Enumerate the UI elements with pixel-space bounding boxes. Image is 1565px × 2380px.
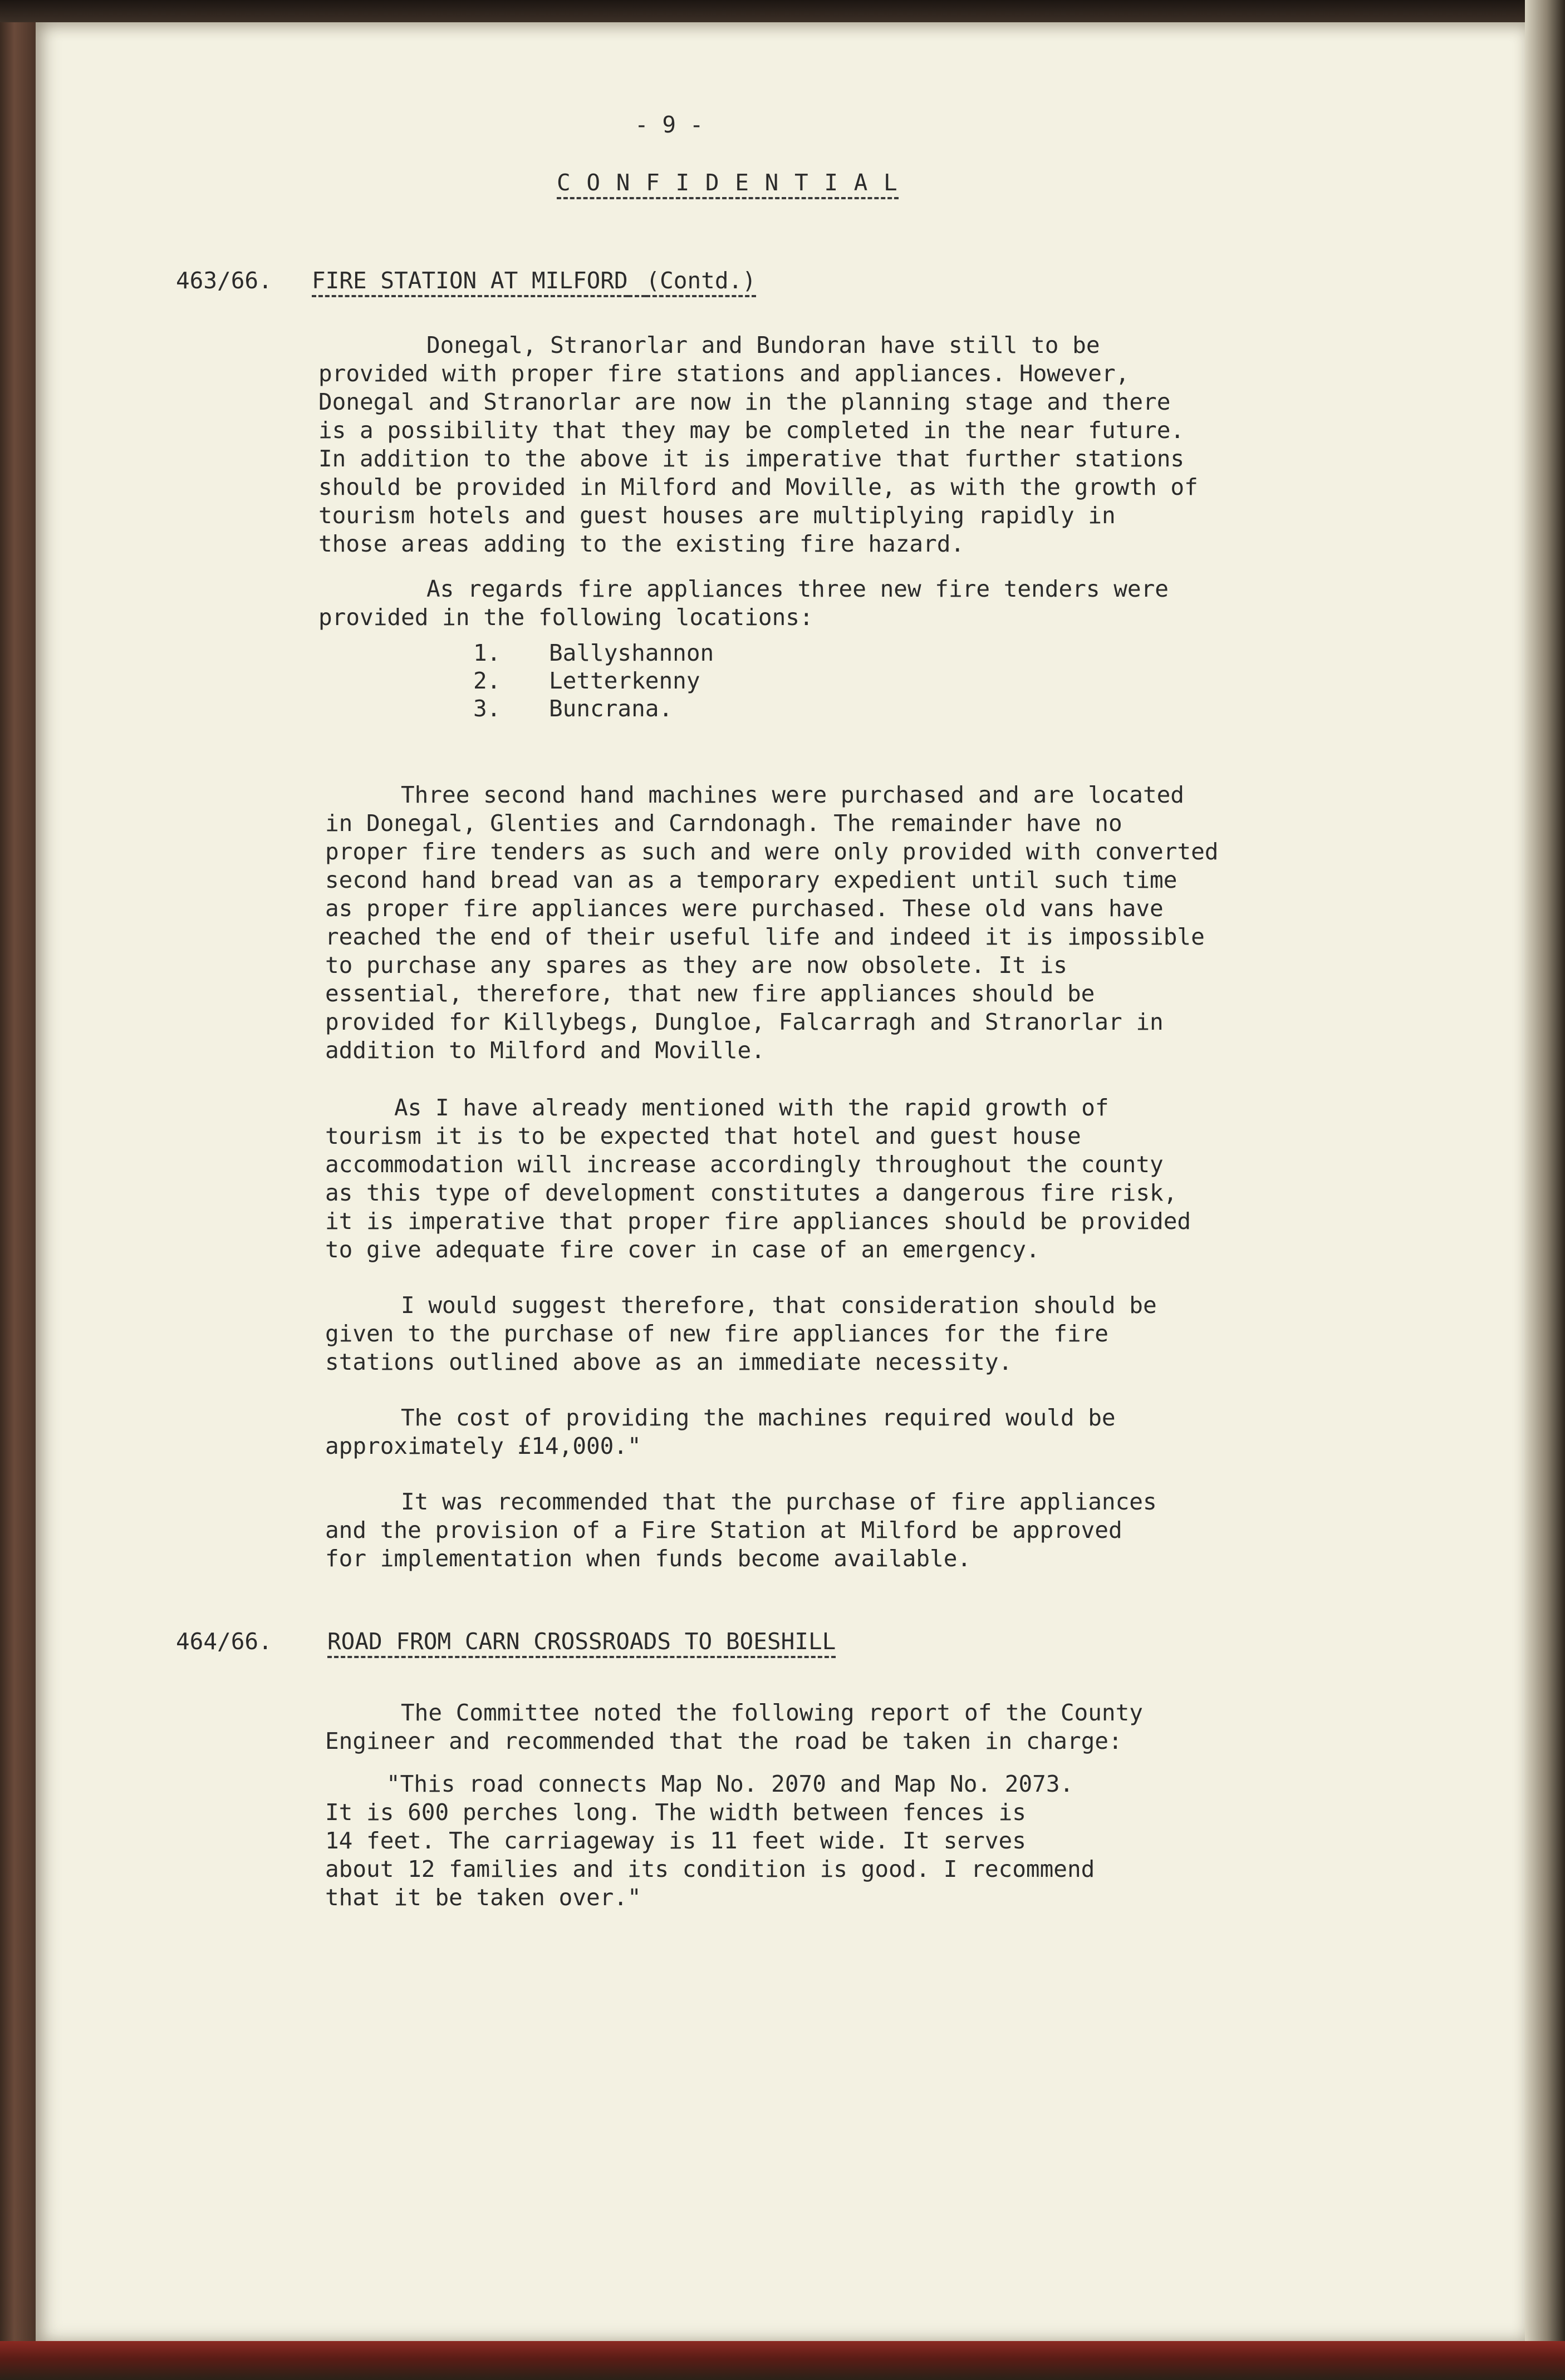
text-line: provided for Killybegs, Dungloe, Falcarragh and Stranorlar in xyxy=(325,1009,1164,1035)
text-line: Donegal and Stranorlar are now in the planning stage and there xyxy=(318,389,1171,415)
section-title-road: ROAD FROM CARN CROSSROADS TO BOESHILL xyxy=(327,1628,836,1658)
text-line: is a possibility that they may be completed in the near future. xyxy=(318,417,1185,444)
text-line: provided with proper fire stations and appliances. However, xyxy=(318,360,1130,387)
list-item: 1. Ballyshannon xyxy=(473,640,714,666)
text-line: Donegal, Stranorlar and Bundoran have still to be xyxy=(426,332,1100,358)
text-line: The Committee noted the following report of the County xyxy=(401,1699,1143,1726)
paragraph-cost xyxy=(325,1404,1116,1461)
text-line: It was recommended that the purchase of fire appliances xyxy=(401,1488,1157,1515)
text-line: proper fire tenders as such and were only provided with converted xyxy=(325,838,1219,865)
text-line: tourism it is to be expected that hotel and guest house xyxy=(325,1123,1081,1149)
confidential-heading: C O N F I D E N T I A L xyxy=(557,169,899,199)
paragraph-fire-appliances xyxy=(318,575,1169,632)
document-page xyxy=(36,22,1525,2341)
page-right-edge xyxy=(1525,0,1565,2380)
text-line: Three second hand machines were purchased and are located xyxy=(401,781,1184,808)
text-line: reached the end of their useful life and indeed it is impossible xyxy=(325,923,1205,950)
page-bottom-edge xyxy=(0,2341,1565,2380)
text-line: to purchase any spares as they are now obsolete. It is xyxy=(325,952,1067,978)
text-line: as proper fire appliances were purchased. These old vans have xyxy=(325,895,1164,922)
paragraph-committee-noted xyxy=(325,1699,1143,1756)
text-line: As regards fire appliances three new fire tenders were xyxy=(426,576,1169,602)
text-line: In addition to the above it is imperative that further stations xyxy=(318,445,1185,472)
text-line: tourism hotels and guest houses are multiplying rapidly in xyxy=(318,502,1116,529)
text-line: As I have already mentioned with the rapid growth of xyxy=(394,1094,1109,1121)
text-line: essential, therefore, that new fire appliances should be xyxy=(325,980,1095,1007)
text-line: provided in the following locations: xyxy=(318,604,813,631)
text-line: as this type of development constitutes a dangerous fire risk, xyxy=(325,1179,1178,1206)
list-item: 2. Letterkenny xyxy=(473,667,700,694)
page-number: - 9 - xyxy=(635,111,704,138)
paragraph-suggestion xyxy=(325,1291,1157,1376)
text-line: approximately £14,000." xyxy=(325,1433,641,1459)
text-line: to give adequate fire cover in case of an emergency. xyxy=(325,1236,1040,1263)
section-title-fire-station xyxy=(312,267,756,294)
text-line: and the provision of a Fire Station at Milford be approved xyxy=(325,1517,1122,1543)
text-line: about 12 families and its condition is good. I recommend xyxy=(325,1856,1095,1882)
paragraph-recommendation xyxy=(325,1488,1157,1573)
text-line: that it be taken over." xyxy=(325,1884,641,1911)
title-spacer xyxy=(628,267,646,297)
text-line: stations outlined above as an immediate necessity. xyxy=(325,1349,1013,1375)
paragraph-fire-stations xyxy=(318,331,1198,558)
section-contd: (Contd.) xyxy=(646,267,755,297)
list-item: 3. Buncrana. xyxy=(473,695,673,722)
paragraph-tourism-growth xyxy=(325,1094,1191,1264)
page-top-edge xyxy=(0,0,1565,22)
section-title-text: FIRE STATION AT MILFORD xyxy=(312,267,628,297)
text-line: 14 feet. The carriageway is 11 feet wide. It serves xyxy=(325,1827,1026,1854)
text-line: "This road connects Map No. 2070 and Map No. 2073. xyxy=(386,1771,1074,1797)
text-line: addition to Milford and Moville. xyxy=(325,1037,765,1064)
minute-ref-464: 464/66. xyxy=(176,1628,272,1655)
page-binding xyxy=(0,0,36,2380)
text-line: I would suggest therefore, that consideration should be xyxy=(401,1292,1157,1319)
engineer-report-quote xyxy=(325,1770,1095,1912)
text-line: it is imperative that proper fire appliances should be provided xyxy=(325,1208,1191,1235)
paragraph-second-hand-machines xyxy=(325,781,1218,1065)
text-line: those areas adding to the existing fire hazard. xyxy=(318,530,965,557)
text-line: The cost of providing the machines required would be xyxy=(401,1404,1116,1431)
text-line: It is 600 perches long. The width between fences is xyxy=(325,1799,1026,1826)
text-line: in Donegal, Glenties and Carndonagh. The remainder have no xyxy=(325,810,1122,837)
text-line: should be provided in Milford and Moville, as with the growth of xyxy=(318,474,1198,500)
text-line: Engineer and recommended that the road be taken in charge: xyxy=(325,1728,1122,1754)
locations-list xyxy=(473,639,714,722)
text-line: accommodation will increase accordingly throughout the county xyxy=(325,1151,1164,1178)
minute-ref-463: 463/66. xyxy=(176,267,272,294)
text-line: for implementation when funds become available. xyxy=(325,1545,972,1572)
text-line: second hand bread van as a temporary expedient until such time xyxy=(325,867,1178,893)
text-line: given to the purchase of new fire appliances for the fire xyxy=(325,1320,1108,1347)
